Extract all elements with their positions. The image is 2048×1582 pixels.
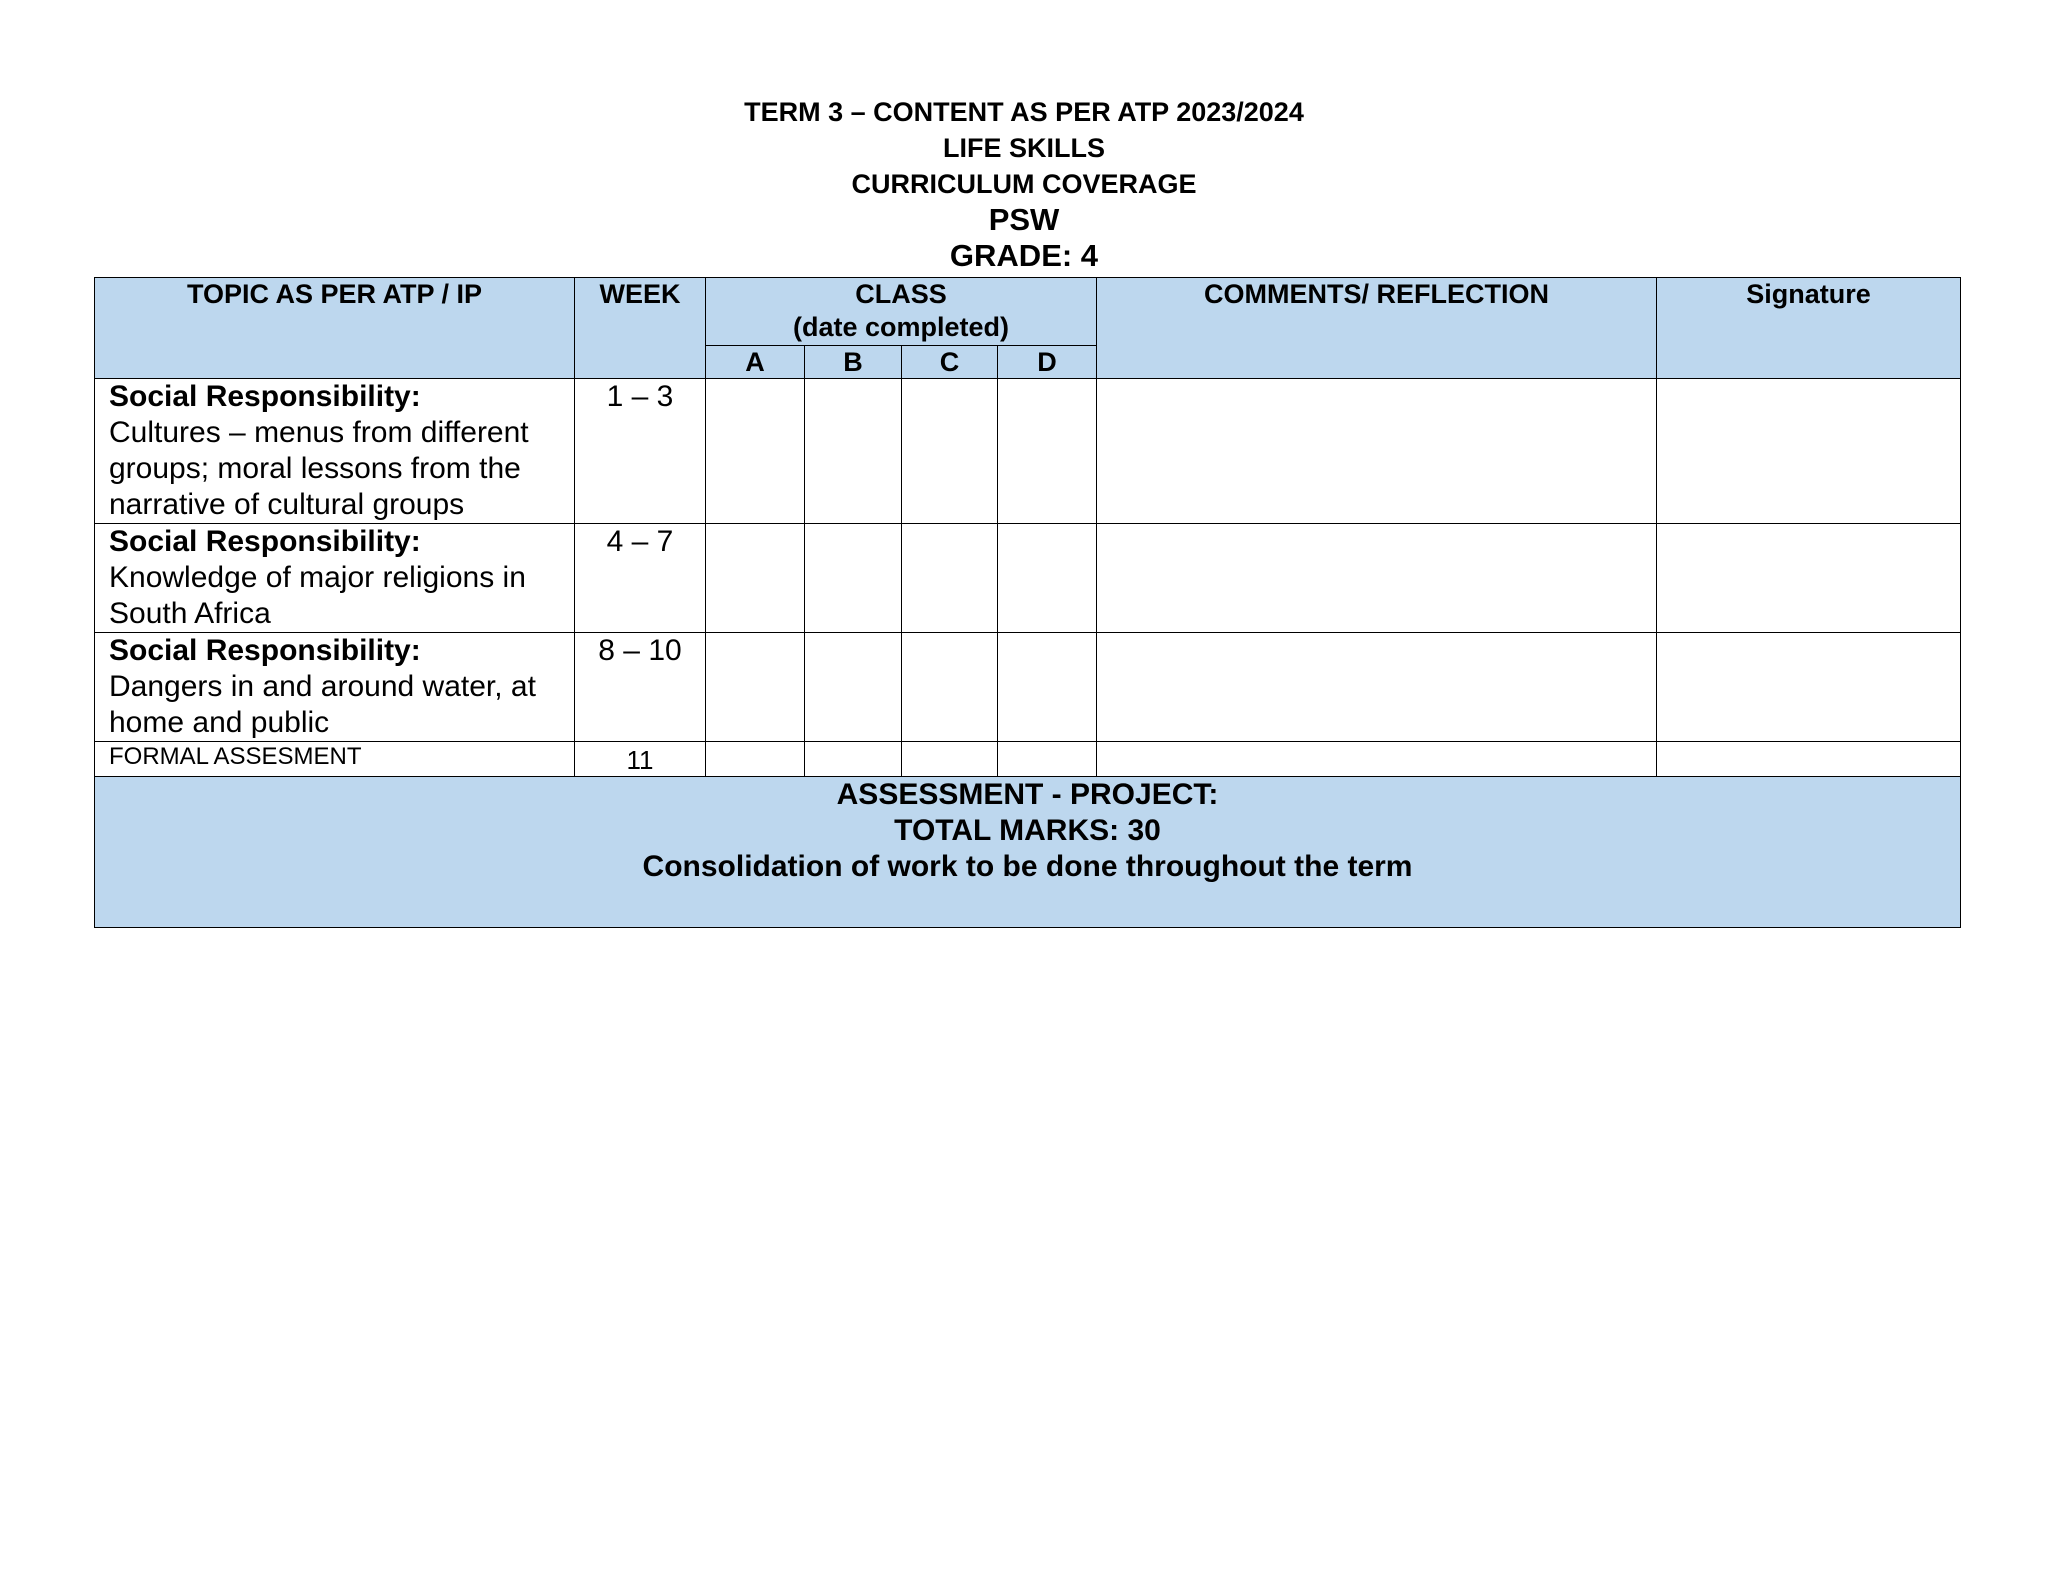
table-row (95, 524, 1961, 633)
header-comments: COMMENTS/ REFLECTION (1097, 278, 1657, 379)
assessment-row (95, 777, 1961, 928)
class-d-cell[interactable] (998, 524, 1097, 633)
class-a-cell[interactable] (706, 524, 805, 633)
comments-cell[interactable] (1097, 379, 1657, 524)
topic-heading: Social Responsibility: (109, 380, 421, 413)
class-c-cell[interactable] (902, 633, 998, 742)
curriculum-coverage-table (94, 277, 1961, 928)
class-c-cell[interactable] (902, 742, 998, 777)
class-c-cell[interactable] (902, 379, 998, 524)
class-d-cell[interactable] (998, 742, 1097, 777)
signature-cell[interactable] (1657, 633, 1961, 742)
header-class-a: A (706, 346, 805, 379)
formal-assessment-row (95, 742, 1961, 777)
topic-description: Cultures – menus from different groups; moral lessons from the narrative of cultural groups (109, 416, 529, 521)
class-b-cell[interactable] (805, 524, 902, 633)
header-class-sub: (date completed) (793, 312, 1010, 342)
class-a-cell[interactable] (706, 633, 805, 742)
document-title-block (0, 94, 2048, 274)
comments-cell[interactable] (1097, 742, 1657, 777)
topic-cell (95, 524, 575, 633)
header-row (95, 278, 1961, 346)
header-class-b: B (805, 346, 902, 379)
table-row (95, 379, 1961, 524)
table-row (95, 633, 1961, 742)
topic-heading: Social Responsibility: (109, 525, 421, 558)
comments-cell[interactable] (1097, 524, 1657, 633)
topic-cell (95, 633, 575, 742)
week-cell: 1 – 3 (575, 379, 706, 524)
header-class (706, 278, 1097, 346)
title-subject: LIFE SKILLS (943, 133, 1105, 163)
class-a-cell[interactable] (706, 379, 805, 524)
header-week: WEEK (575, 278, 706, 379)
class-d-cell[interactable] (998, 379, 1097, 524)
header-topic: TOPIC AS PER ATP / IP (95, 278, 575, 379)
signature-cell[interactable] (1657, 379, 1961, 524)
comments-cell[interactable] (1097, 633, 1657, 742)
class-b-cell[interactable] (805, 742, 902, 777)
formal-assessment-week: 11 (575, 742, 706, 777)
topic-description: Dangers in and around water, at home and public (109, 670, 536, 739)
class-b-cell[interactable] (805, 633, 902, 742)
title-grade: GRADE: 4 (949, 238, 1099, 273)
week-cell: 4 – 7 (575, 524, 706, 633)
assessment-total-marks: TOTAL MARKS: 30 (894, 814, 1161, 847)
week-cell: 8 – 10 (575, 633, 706, 742)
class-d-cell[interactable] (998, 633, 1097, 742)
title-term: TERM 3 – CONTENT AS PER ATP 2023/2024 (744, 97, 1304, 127)
assessment-title: ASSESSMENT - PROJECT: (836, 778, 1219, 811)
topic-cell (95, 379, 575, 524)
assessment-note: Consolidation of work to be done throughout the term (642, 850, 1413, 883)
formal-assessment-label: FORMAL ASSESMENT (95, 742, 575, 777)
topic-description: Knowledge of major religions in South Africa (109, 561, 526, 630)
assessment-project-cell (95, 777, 1961, 928)
header-signature: Signature (1657, 278, 1961, 379)
signature-cell[interactable] (1657, 742, 1961, 777)
class-a-cell[interactable] (706, 742, 805, 777)
topic-heading: Social Responsibility: (109, 634, 421, 667)
title-psw: PSW (988, 202, 1060, 237)
signature-cell[interactable] (1657, 524, 1961, 633)
class-c-cell[interactable] (902, 524, 998, 633)
header-class-label: CLASS (855, 279, 947, 309)
header-class-c: C (902, 346, 998, 379)
header-class-d: D (998, 346, 1097, 379)
class-b-cell[interactable] (805, 379, 902, 524)
title-coverage: CURRICULUM COVERAGE (851, 169, 1197, 199)
